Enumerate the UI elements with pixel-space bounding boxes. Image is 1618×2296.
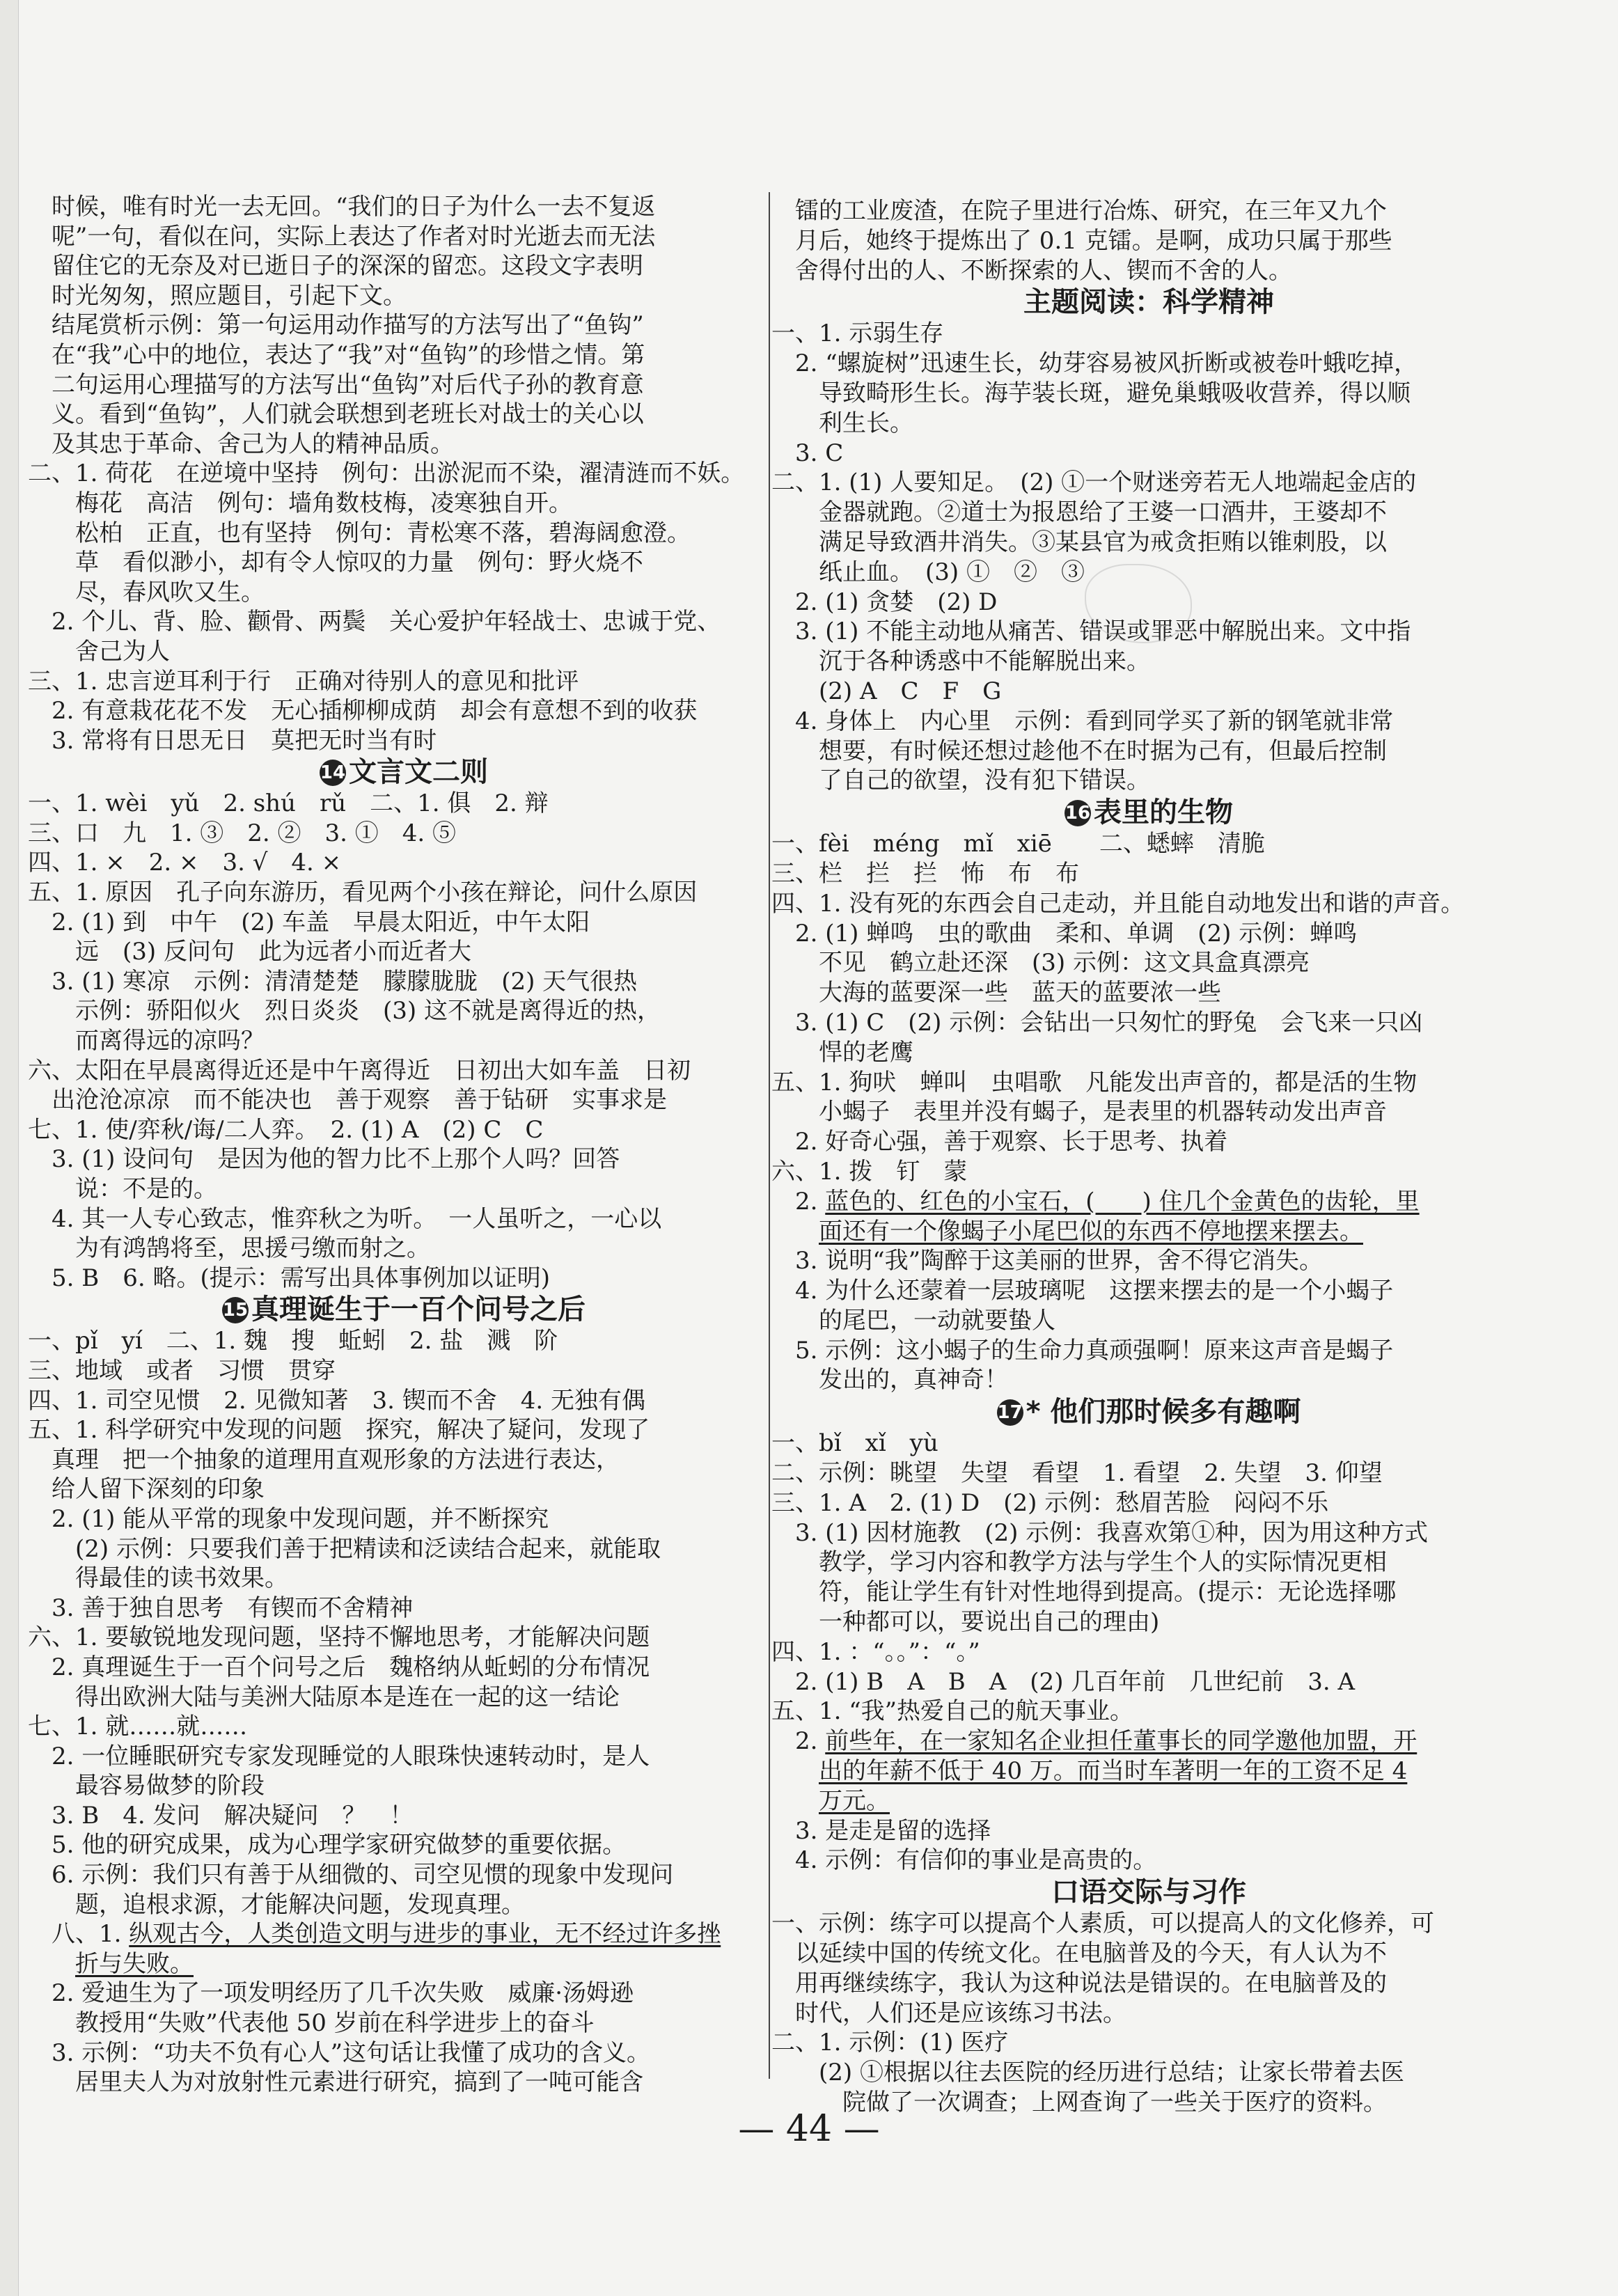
answer-line: 得最佳的读书效果。 xyxy=(75,1564,288,1593)
answer-line: 5. 示例：这小蝎子的生命力真顽强啊！原来这声音是蝎子 xyxy=(795,1336,1394,1365)
answer-line: (2) 示例：只要我们善于把精读和泛读结合起来，就能取 xyxy=(75,1534,661,1563)
answer-line: 3. (1) 不能主动地从痛苦、错误或罪恶中解脱出来。文中指 xyxy=(795,618,1411,646)
answer-line: 4. 其一人专心致志，惟弈秋之为听。 一人虽听之，一心以 xyxy=(52,1204,662,1233)
answer-line: 结尾赏析示例：第一句运用动作描写的方法写出了“鱼钩” xyxy=(52,311,644,340)
answer-line: 不见 鹤立赴还深 (3) 示例：这文具盒真漂亮 xyxy=(819,949,1310,977)
section-heading xyxy=(771,796,1526,829)
answer-line: (2) A C F G xyxy=(819,677,1002,705)
answer-line: 2. 真理诞生于一百个问号之后 魏格纳从蚯蚓的分布情况 xyxy=(52,1653,650,1681)
answer-line: 最容易做梦的阶段 xyxy=(75,1772,265,1800)
answer-line: 一、示例：练字可以提高个人素质，可以提高人的文化修养，可 xyxy=(771,1910,1434,1938)
left-column xyxy=(28,192,780,2098)
answer-line: 符，能让学生有针对性地得到提高。(提示：无论选择哪 xyxy=(819,1578,1397,1607)
answer-line: 5. 他的研究成果，成为心理学家研究做梦的重要依据。 xyxy=(52,1831,627,1859)
answer-line: 一、1. 示弱生存 xyxy=(771,320,944,348)
answer-line: 三、口 九 1. ③ 2. ② 3. ① 4. ⑤ xyxy=(28,819,456,847)
answer-line: 六、1. 拨 钉 蒙 xyxy=(771,1157,968,1186)
answer-line: 2. 有意栽花花不发 无心插柳柳成荫 却会有意想不到的收获 xyxy=(52,697,698,725)
section-heading xyxy=(771,1876,1526,1909)
answer-line: 在“我”心中的地位，表达了“我”对“鱼钩”的珍惜之情。第 xyxy=(52,340,645,369)
answer-line: 金器就跑。②道士为报恩给了王婆一口酒井，王婆却不 xyxy=(819,498,1387,527)
answer-line: 五、1. “我”热爱自己的航天事业。 xyxy=(771,1697,1134,1726)
answer-line: 二、1. 示例：(1) 医疗 xyxy=(771,2029,1009,2057)
lesson-number-badge: 14 xyxy=(320,760,346,786)
answer-line: 四、1. ：“。。”：“。” xyxy=(771,1637,980,1666)
answer-line: 3. 常将有日思无日 莫把无时当有时 xyxy=(52,726,437,755)
answer-line: 六、太阳在早晨离得近还是中午离得近 日初出大如车盖 日初 xyxy=(28,1056,691,1085)
answer-line: 及其忠于革命、舍己为人的精神品质。 xyxy=(52,430,454,458)
answer-line: 3. 是走是留的选择 xyxy=(795,1816,991,1845)
answer-line: 面还有一个像蝎子小尾巴似的东西不停地摆来摆去。 xyxy=(819,1217,1363,1245)
answer-line: 小蝎子 表里并没有蝎子，是表里的机器转动发出声音 xyxy=(819,1098,1387,1126)
answer-line: 二、1. 荷花 在逆境中坚持 例句：出淤泥而不染，濯清涟而不妖。 xyxy=(28,459,745,488)
right-column xyxy=(771,196,1526,2118)
lesson-number-badge: 17 xyxy=(997,1399,1023,1426)
answer-line: 的尾巴，一动就要蛰人 xyxy=(819,1306,1055,1335)
answer-line: 呢”一句，看似在问，实际上表达了作者对时光逝去而无法 xyxy=(52,222,656,251)
answer-line: 2. 个儿、背、脸、颧骨、两鬓 关心爱护年轻战士、忠诚于党、 xyxy=(52,608,721,636)
answer-line: 二、1. (1) 人要知足。 (2) ①一个财迷旁若无人地端起金店的 xyxy=(771,469,1417,497)
answer-line: 四、1. × 2. × 3. √ 4. × xyxy=(28,849,342,877)
answer-line: 二、示例：眺望 失望 看望 1. 看望 2. 失望 3. 仰望 xyxy=(771,1459,1383,1488)
answer-line: 以延续中国的传统文化。在电脑普及的今天，有人认为不 xyxy=(795,1940,1387,1968)
answer-line: 说：不是的。 xyxy=(75,1175,217,1203)
answer-line: 3. (1) 因材施教 (2) 示例：我喜欢第①种，因为用这种方式 xyxy=(795,1518,1429,1547)
answer-line: 一种都可以，要说出自己的理由) xyxy=(819,1608,1160,1637)
answer-line: 3. (1) C (2) 示例：会钻出一只匆忙的野兔 会飞来一只凶 xyxy=(795,1008,1423,1037)
answer-line: 想要，有时候还想过趁他不在时据为己有，但最后控制 xyxy=(819,737,1387,765)
section-heading xyxy=(771,1395,1526,1429)
binding-edge xyxy=(0,0,19,2296)
answer-line: 题，追根求源，才能解决问题，发现真理。 xyxy=(75,1890,525,1919)
answer-line: 示例：骄阳似火 烈日炎炎 (3) 这不就是离得近的热， xyxy=(75,997,661,1025)
answer-line: 松柏 正直，也有坚持 例句：青松寒不落，碧海阔愈澄。 xyxy=(75,519,691,547)
answer-line: 五、1. 科学研究中发现的问题 探究，解决了疑问，发现了 xyxy=(28,1416,650,1445)
answer-line: 了自己的欲望，没有犯下错误。 xyxy=(819,766,1150,795)
answer-line: 给人留下深刻的印象 xyxy=(52,1475,265,1504)
answer-line: 七、1. 使/弈秋/诲/二人弈。 2. (1) A (2) C C xyxy=(28,1115,544,1144)
answer-line: 3. 示例：“功夫不负有心人”这句话让我懂了成功的含义。 xyxy=(52,2038,651,2067)
answer-line: 三、地域 或者 习惯 贯穿 xyxy=(28,1356,336,1385)
answer-line: 2. 爱迪生为了一项发明经历了几千次失败 威廉·汤姆逊 xyxy=(52,1979,634,2008)
section-title: 真理诞生于一百个问号之后 xyxy=(251,1294,586,1326)
answer-line: 2. 前些年，在一家知名企业担任董事长的同学邀他加盟，开 xyxy=(795,1727,1417,1756)
answer-line: 四、1. 司空见惯 2. 见微知著 3. 锲而不舍 4. 无独有偶 xyxy=(28,1386,645,1415)
answer-line: 五、1. 原因 孔子向东游历，看见两个小孩在辩论，问什么原因 xyxy=(28,879,698,907)
answer-line: 四、1. 没有死的东西会自己走动，并且能自动地发出和谐的声音。 xyxy=(771,889,1465,918)
answer-line: 为有鸿鹄将至，思援弓缴而射之。 xyxy=(75,1234,430,1263)
answer-line: 4. 示例：有信仰的事业是高贵的。 xyxy=(795,1846,1157,1875)
answer-line: 六、1. 要敏锐地发现问题，坚持不懈地思考，才能解决问题 xyxy=(28,1623,650,1652)
lesson-number-badge: 15 xyxy=(222,1297,249,1323)
answer-line: 3. B 4. 发问 解决疑问 ？ ！ xyxy=(52,1801,414,1830)
lesson-number-badge: 16 xyxy=(1065,800,1091,826)
answer-line: 七、1. 就……就…… xyxy=(28,1713,248,1741)
section-heading xyxy=(28,1293,780,1326)
section-title: 主题阅读：科学精神 xyxy=(1023,286,1274,319)
page-number: — 44 — xyxy=(738,2108,880,2150)
answer-line: 院做了一次调查；上网查询了一些关于医疗的资料。 xyxy=(842,2089,1387,2117)
answer-line: 出沧沧凉凉 而不能决也 善于观察 善于钻研 实事求是 xyxy=(52,1086,667,1115)
answer-line: 远 (3) 反问句 此为远者小而近者大 xyxy=(75,938,471,966)
answer-line: 教学，学习内容和教学方法与学生个人的实际情况更相 xyxy=(819,1548,1387,1577)
answer-line: 3. 善于独自思考 有锲而不舍精神 xyxy=(52,1594,414,1622)
answer-line: 三、1. A 2. (1) D (2) 示例：愁眉苦脸 闷闷不乐 xyxy=(771,1488,1329,1517)
answer-line: 大海的蓝要深一些 蓝天的蓝要浓一些 xyxy=(819,979,1221,1007)
answer-line: 导致畸形生长。海芋装长斑，避免巢蛾吸收营养，得以顺 xyxy=(819,379,1411,407)
answer-line: 镭的工业废渣，在院子里进行冶炼、研究，在三年又九个 xyxy=(795,197,1387,225)
answer-line: 义。看到“鱼钩”，人们就会联想到老班长对战士的关心以 xyxy=(52,400,644,429)
answer-line: 一、bǐ xǐ yù xyxy=(771,1429,938,1458)
answer-line: 时光匆匆，照应题目，引起下文。 xyxy=(52,281,407,310)
answer-line: 而离得远的凉吗？ xyxy=(75,1027,265,1055)
answer-line: 二句运用心理描写的方法写出“鱼钩”对后代子孙的教育意 xyxy=(52,370,644,399)
section-title: 口语交际与习作 xyxy=(1051,1876,1246,1909)
column-divider xyxy=(769,192,770,2079)
answer-line: 满足导致酒井消失。③某县官为戒贪拒贿以锥刺股，以 xyxy=(819,528,1387,556)
answer-line: 三、1. 忠言逆耳利于行 正确对待别人的意见和批评 xyxy=(28,667,579,695)
answer-line: 三、栏 拦 拦 怖 布 布 xyxy=(771,859,1079,888)
answer-line: 梅花 高洁 例句：墙角数枝梅，凌寒独自开。 xyxy=(75,489,572,517)
answer-line: 月后，她终于提炼出了 0.1 克镭。是啊，成功只属于那些 xyxy=(795,226,1392,255)
section-heading xyxy=(771,285,1526,319)
answer-line: 一、fèi méng mǐ xiē 二、蟋蟀 清脆 xyxy=(771,830,1265,858)
answer-line: 2. (1) 蝉鸣 虫的歌曲 柔和、单调 (2) 示例：蝉鸣 xyxy=(795,919,1358,948)
answer-line: 2. (1) 到 中午 (2) 车盖 早晨太阳近，中午太阳 xyxy=(52,908,590,936)
answer-line: 3. C xyxy=(795,439,844,467)
answer-line: 2. (1) 能从平常的现象中发现问题，并不断探究 xyxy=(52,1504,549,1533)
answer-line: 2. 好奇心强，善于观察、长于思考、执着 xyxy=(795,1128,1228,1156)
answer-line: 一、pǐ yí 二、1. 魏 搜 蚯蚓 2. 盐 溅 阶 xyxy=(28,1327,558,1355)
answer-line: 6. 示例：我们只有善于从细微的、司空见惯的现象中发现问 xyxy=(52,1861,674,1889)
answer-line: 真理 把一个抽象的道理用直观形象的方法进行表达， xyxy=(52,1445,620,1474)
answer-line: 草 看似渺小，却有令人惊叹的力量 例句：野火烧不 xyxy=(75,549,643,577)
answer-line: 出的年薪不低于 40 万。而当时车著明一年的工资不足 4 xyxy=(819,1757,1408,1786)
answer-line: 八、1. 纵观古今，人类创造文明与进步的事业，无不经过许多挫 xyxy=(52,1920,721,1949)
answer-line: 舍得付出的人、不断探索的人、锲而不舍的人。 xyxy=(795,256,1292,285)
answer-line: 时代，人们还是应该练习书法。 xyxy=(795,1999,1126,2027)
answer-line: 沉于各种诱惑中不能解脱出来。 xyxy=(819,647,1150,676)
answer-line: 2. “螺旋树”迅速生长，幼芽容易被风折断或被卷叶蛾吃掉， xyxy=(795,349,1418,378)
answer-line: 居里夫人为对放射性元素进行研究，搞到了一吨可能含 xyxy=(75,2068,643,2097)
answer-line: 3. 说明“我”陶醉于这美丽的世界，舍不得它消失。 xyxy=(795,1247,1324,1275)
answer-line: 利生长。 xyxy=(819,409,913,437)
answer-line: 得出欧洲大陆与美洲大陆原本是连在一起的这一结论 xyxy=(75,1683,620,1711)
answer-line: 2. 蓝色的、红色的小宝石，( ) 住几个金黄色的齿轮，里 xyxy=(795,1187,1420,1216)
answer-line: 教授用“失败”代表他 50 岁前在科学进步上的奋斗 xyxy=(75,2009,595,2038)
answer-line: (2) ①根据以往去医院的经历进行总结；让家长带着去医 xyxy=(819,2059,1404,2087)
answer-line: 5. B 6. 略。(提示：需写出具体事例加以证明) xyxy=(52,1264,551,1292)
answer-line: 舍己为人 xyxy=(75,637,170,666)
answer-line: 悍的老鹰 xyxy=(819,1038,913,1067)
answer-line: 3. (1) 设问句 是因为他的智力比不上那个人吗？回答 xyxy=(52,1145,620,1174)
answer-line: 五、1. 狗吠 蝉叫 虫唱歌 凡能发出声音的，都是活的生物 xyxy=(771,1068,1417,1096)
answer-line: 4. 身体上 内心里 示例：看到同学买了新的钢笔就非常 xyxy=(795,707,1394,735)
answer-line: 2. (1) B A B A (2) 几百年前 几世纪前 3. A xyxy=(795,1667,1356,1696)
section-title: 文言文二则 xyxy=(349,756,488,789)
answer-line: 折与失败。 xyxy=(75,1949,194,1978)
answer-line: 发出的，真神奇！ xyxy=(819,1366,1008,1394)
answer-line: 3. (1) 寒凉 示例：清清楚楚 朦朦胧胧 (2) 天气很热 xyxy=(52,967,638,996)
answer-line: 一、1. wèi yǔ 2. shú rǔ 二、1. 俱 2. 辩 xyxy=(28,789,549,818)
section-title: 表里的生物 xyxy=(1094,796,1233,829)
answer-line: 2. 一位睡眠研究专家发现睡觉的人眼珠快速转动时，是人 xyxy=(52,1742,650,1770)
answer-line: 纸止血。 (3) ① ② ③ xyxy=(819,558,1085,586)
answer-line: 4. 为什么还蒙着一层玻璃呢 这摆来摆去的是一个小蝎子 xyxy=(795,1277,1394,1305)
answer-line: 尽，春风吹又生。 xyxy=(75,578,265,606)
answer-line: 留住它的无奈及对已逝日子的深深的留恋。这段文字表明 xyxy=(52,252,643,281)
answer-line: 2. (1) 贪婪 (2) D xyxy=(795,588,998,616)
section-title: * 他们那时候多有趣啊 xyxy=(1026,1396,1301,1429)
answer-line: 用再继续练字，我认为这种说法是错误的。在电脑普及的 xyxy=(795,1969,1387,1997)
answer-line: 万元。 xyxy=(819,1786,890,1815)
section-heading xyxy=(28,755,780,789)
answer-line: 时候，唯有时光一去无回。“我们的日子为什么一去不复返 xyxy=(52,193,656,221)
